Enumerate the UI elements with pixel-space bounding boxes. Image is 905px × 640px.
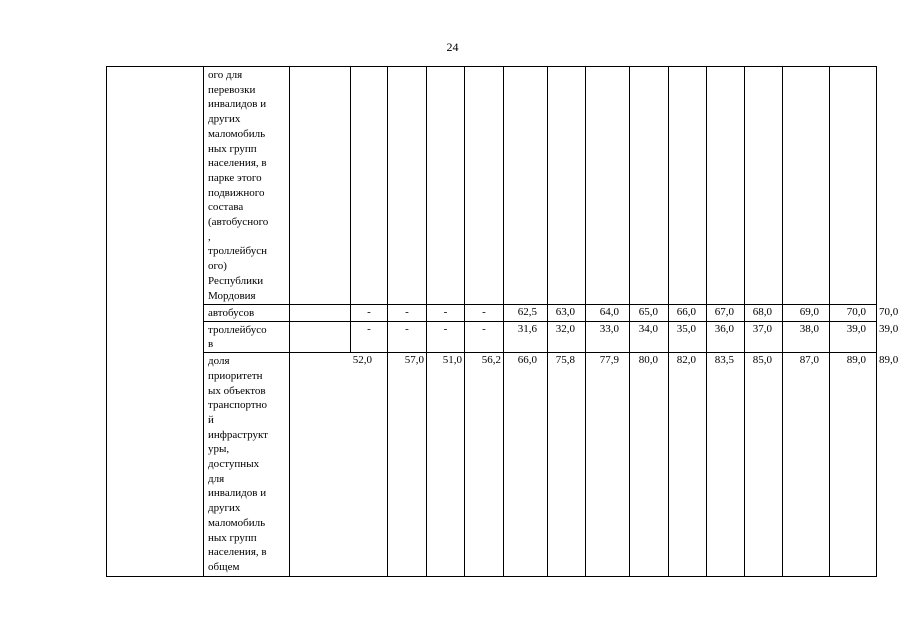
label-line: троллейбусн [208, 245, 267, 258]
label-line: маломобиль [208, 127, 266, 140]
value-cell: 36,0 [707, 321, 745, 352]
label-line: Республики [208, 274, 264, 287]
label-line: ных групп [208, 531, 257, 544]
number-column-cell [107, 67, 204, 577]
value-cell [548, 67, 586, 305]
value-cell: 80,0 [630, 353, 669, 577]
value-cell: 31,6 [504, 321, 548, 352]
label-line: перевозки [208, 83, 256, 96]
value-cell [388, 67, 427, 305]
value-cell [290, 305, 351, 322]
label-line: подвижного [208, 186, 265, 199]
value-cell [427, 67, 465, 305]
label-line: населения, в [208, 157, 267, 170]
value-cell [465, 67, 504, 305]
label-line: других [208, 502, 241, 515]
value-cell [586, 67, 630, 305]
value-cell: 69,0 [783, 305, 830, 322]
value-cell [669, 67, 707, 305]
value-cell: 75,8 [548, 353, 586, 577]
table-row [107, 67, 877, 305]
label-line: населения, в [208, 546, 267, 559]
value-cell: - [465, 321, 504, 352]
table-row: автобусов - - - - 62,5 63,0 64,0 65,0 66,0 67,0 68,0 69,0 70,0 70,0 [107, 305, 877, 322]
value-cell: 34,0 [630, 321, 669, 352]
label-line: парке этого [208, 171, 262, 184]
value-cell [351, 67, 388, 305]
value-cell: 85,0 [745, 353, 783, 577]
table-row: троллейбусо в - - - - 31,6 32,0 33,0 34,0 35,0 36,0 37,0 38,0 39,0 39,0 [107, 321, 877, 352]
value-cell: - [427, 305, 465, 322]
label-line: состава [208, 201, 244, 214]
value-cell: 64,0 [586, 305, 630, 322]
value-cell: 62,5 [504, 305, 548, 322]
label-line: других [208, 113, 241, 126]
value-cell [830, 67, 877, 305]
indicator-label [204, 305, 290, 322]
label-line: Мордовия [208, 289, 256, 302]
value-cell: 68,0 [745, 305, 783, 322]
value-cell: 83,5 [707, 353, 745, 577]
value-cell: 63,0 [548, 305, 586, 322]
value-cell [504, 67, 548, 305]
label-line: транспортно [208, 399, 268, 412]
value-cell: 89,0 [830, 353, 877, 577]
label-line: инвалидов и [208, 98, 267, 111]
value-cell: 66,0 [504, 353, 548, 577]
value-cell: 77,9 [586, 353, 630, 577]
label-line: , [208, 230, 211, 243]
value-cell: 57,0 [388, 353, 427, 577]
label-line: инвалидов и [208, 487, 267, 500]
value-cell: - [465, 305, 504, 322]
label-line: (автобусного [208, 216, 269, 229]
value-cell: - [388, 321, 427, 352]
value-cell: 52,0 [290, 353, 388, 577]
value-cell [630, 67, 669, 305]
value-cell: 39,0 [830, 321, 877, 352]
value-cell: 33,0 [586, 321, 630, 352]
indicator-table [106, 66, 899, 577]
label-line: ых объектов [208, 384, 266, 397]
value-cell: 37,0 [745, 321, 783, 352]
label-line: ого) [208, 260, 227, 273]
value-cell: 70,0 [830, 305, 877, 322]
value-cell: 51,0 [427, 353, 465, 577]
label-line: автобусов [208, 307, 255, 319]
label-line: й [208, 413, 214, 426]
label-line: доля [208, 355, 230, 368]
label-line: доступных [208, 458, 260, 471]
label-line: общем [208, 560, 240, 573]
page-number: 24 [446, 40, 459, 54]
value-cell [745, 67, 783, 305]
value-cell: 32,0 [548, 321, 586, 352]
indicator-label [204, 67, 290, 305]
label-line: уры, [208, 443, 230, 456]
value-cell [783, 67, 830, 305]
value-cell: 67,0 [707, 305, 745, 322]
value-cell: - [427, 321, 465, 352]
value-cell: 38,0 [783, 321, 830, 352]
value-cell: 35,0 [669, 321, 707, 352]
indicator-label [204, 353, 290, 577]
value-cell: 87,0 [783, 353, 830, 577]
value-cell [290, 67, 351, 305]
label-line: троллейбусо [208, 323, 267, 336]
label-line: ных групп [208, 142, 257, 155]
label-line: ого для [208, 69, 243, 81]
value-cell: 66,0 [669, 305, 707, 322]
label-line: инфраструкт [208, 428, 268, 441]
label-line: приоритетн [208, 369, 263, 382]
label-line: в [208, 338, 214, 351]
value-cell: 65,0 [630, 305, 669, 322]
value-cell: 56,2 [465, 353, 504, 577]
value-cell: 82,0 [669, 353, 707, 577]
value-cell [707, 67, 745, 305]
value-cell: - [351, 321, 388, 352]
label-line: маломобиль [208, 516, 266, 529]
label-line: для [208, 472, 225, 485]
value-cell: - [388, 305, 427, 322]
value-cell [290, 321, 351, 352]
table-row: доля приоритетн ых объектов транспортно й инфраструкт уры, доступных для инвалидов и других маломобиль ных групп населения, в общем 52,0 57,0 51,0 56,2 66,0 75,8 77,9 80,0 82,0 83,5 85,0 87,0 89,0 89,0 [107, 353, 877, 577]
value-cell: - [351, 305, 388, 322]
indicator-label [204, 321, 290, 352]
